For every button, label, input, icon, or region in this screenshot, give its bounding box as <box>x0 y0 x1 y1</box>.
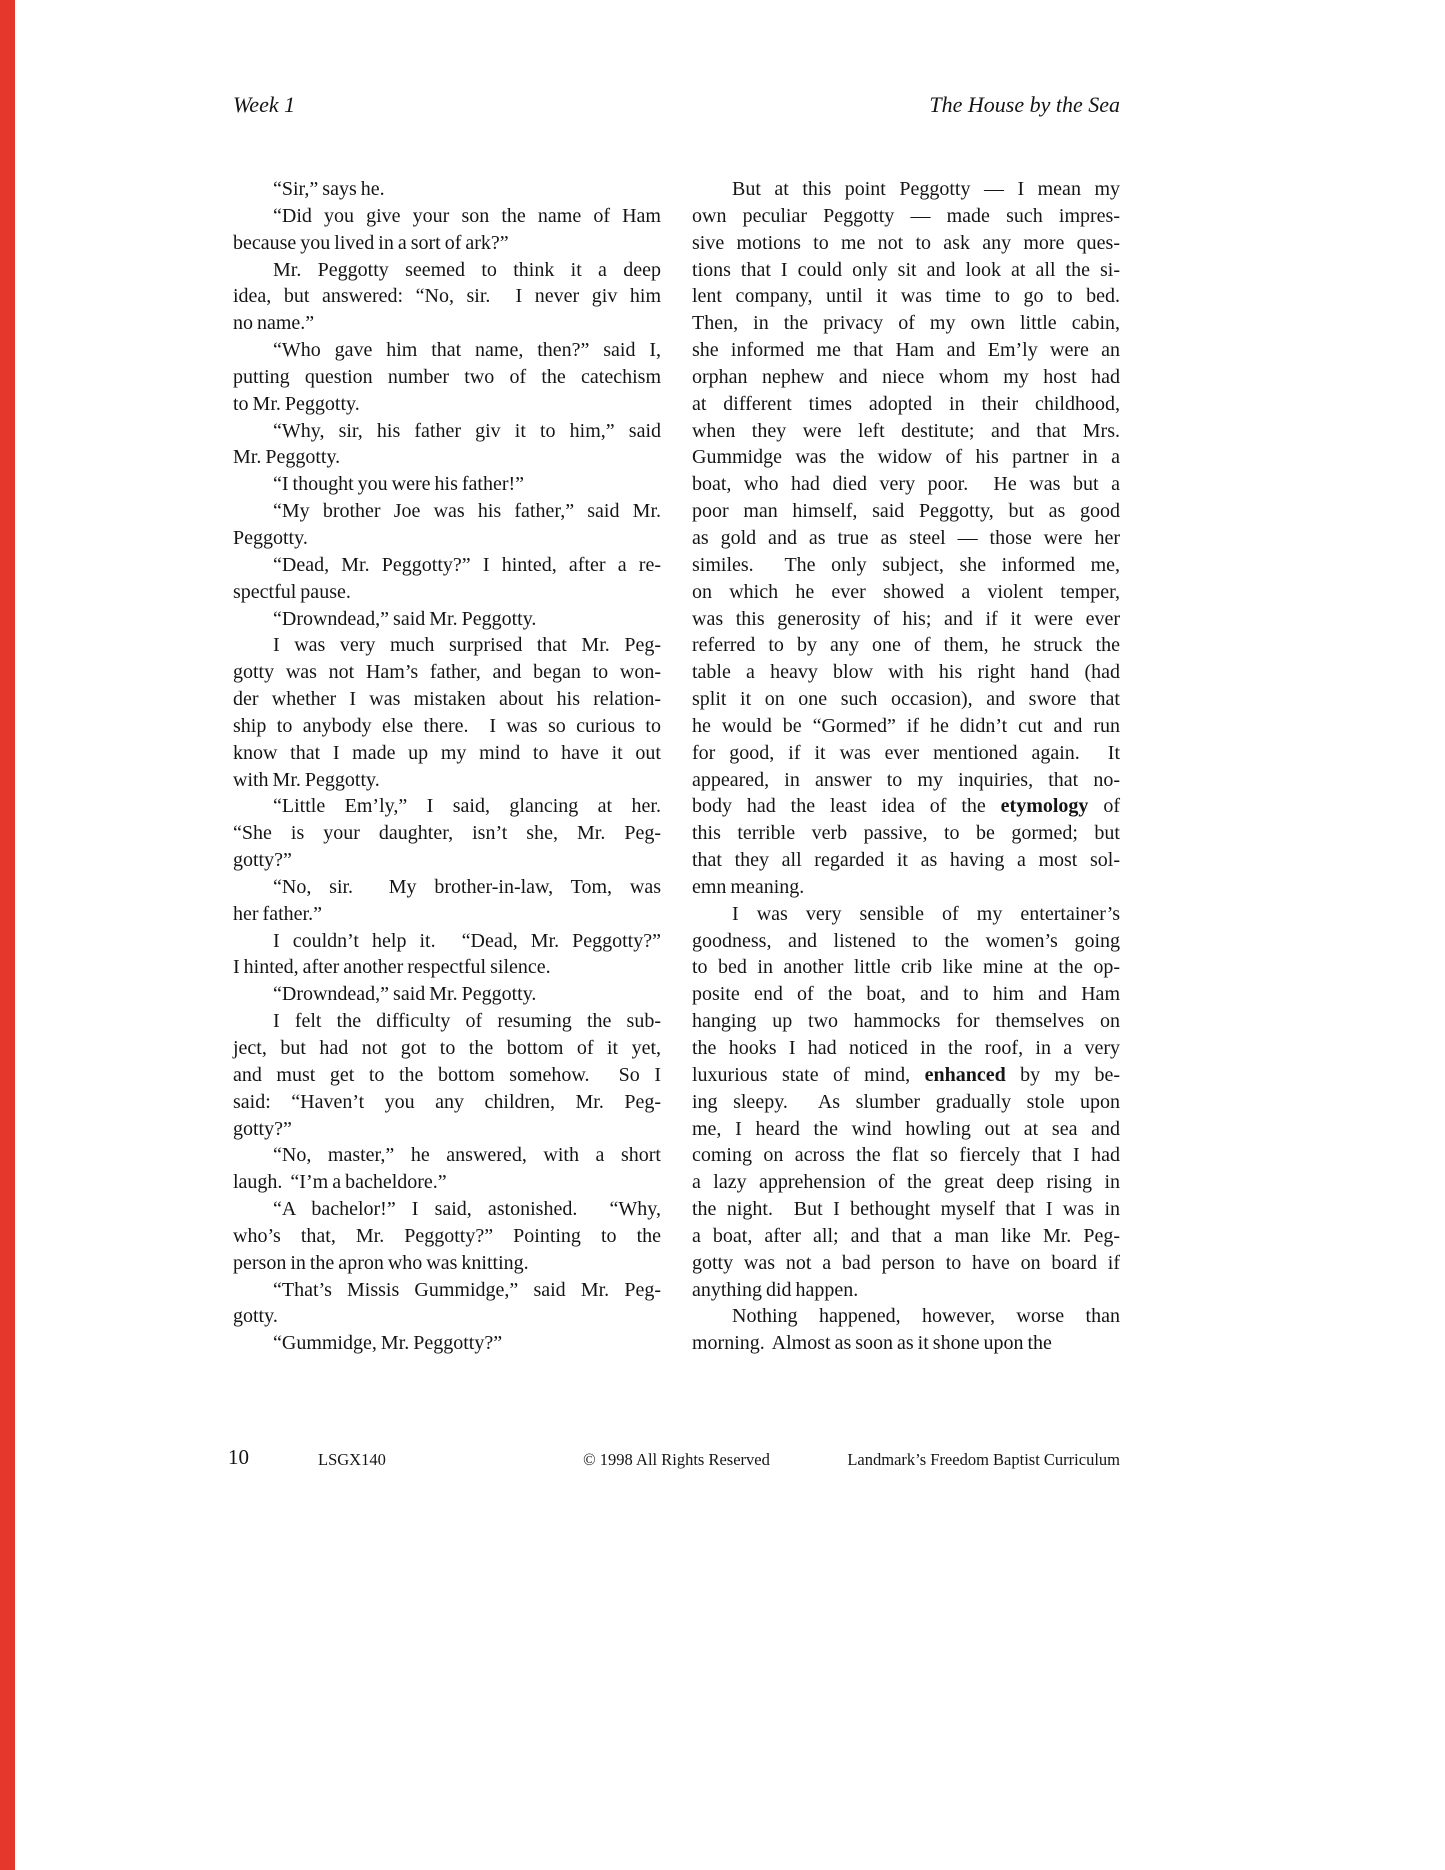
text-line: I couldn’t help it. “Dead, Mr. Peggotty?” <box>273 929 661 952</box>
curriculum-code: LSGX140 <box>318 1450 386 1469</box>
text-line: “A bachelor!” I said, astonished. “Why, <box>273 1198 661 1221</box>
text-line: posite end of the boat, and to him and Ham <box>692 983 1120 1006</box>
text-line: me, I heard the wind howling out at sea and <box>692 1117 1120 1140</box>
paragraph <box>692 901 1120 1304</box>
paragraph <box>233 337 661 418</box>
text-line: morning. Almost as soon as it shone upon the <box>692 1332 1052 1355</box>
text-line: a boat, after all; and that a man like Mr. Peg- <box>692 1224 1120 1247</box>
text-line: hanging up two hammocks for themselves on <box>692 1010 1120 1033</box>
text-line: laugh. “I’m a bacheldore.” <box>233 1171 447 1194</box>
text-line: appeared, in answer to my inquiries, that no- <box>692 768 1120 791</box>
text-line: when they were left destitute; and that Mrs. <box>692 419 1120 442</box>
text-line: because you lived in a sort of ark?” <box>233 231 509 254</box>
paragraph <box>233 552 661 606</box>
text-line: “I thought you were his father!” <box>273 473 525 496</box>
header-week-label: Week 1 <box>233 92 296 117</box>
text-line: “Sir,” says he. <box>273 178 385 200</box>
text-line: know that I made up my mind to have it out <box>233 741 661 764</box>
text-line: Mr. Peggotty seemed to think it a deep <box>273 258 661 281</box>
text-line: “Drowndead,” said Mr. Peggotty. <box>273 607 537 630</box>
text-line: the hooks I had noticed in the roof, in a very <box>692 1037 1120 1059</box>
text-line: and must get to the bottom somehow. So I <box>233 1063 661 1086</box>
text-line: Then, in the privacy of my own little cabin, <box>692 312 1120 335</box>
text-line: table a heavy blow with his right hand (had <box>692 661 1120 684</box>
text-line: Peggotty. <box>233 526 308 549</box>
text-line: gotty was not Ham’s father, and began to won- <box>233 661 661 684</box>
paragraph <box>233 1142 661 1196</box>
text-line: split it on one such occasion), and swore that <box>692 688 1120 711</box>
text-line: the night. But I bethought myself that I was in <box>692 1198 1120 1221</box>
text-line: coming on across the flat so fiercely that I had <box>692 1144 1120 1167</box>
text-line: “Who gave him that name, then?” said I, <box>273 339 661 362</box>
text-line: I was very much surprised that Mr. Peg- <box>273 634 661 657</box>
text-line: poor man himself, said Peggotty, but as good <box>692 500 1120 523</box>
text-line: “Little Em’ly,” I said, glancing at her. <box>273 795 661 818</box>
text-column-left <box>233 176 661 1357</box>
text-line: a lazy apprehension of the great deep rising in <box>692 1171 1120 1194</box>
text-line: on which he ever showed a violent temper, <box>692 580 1120 603</box>
paragraph <box>233 498 661 552</box>
text-line: But at this point Peggotty — I mean my <box>732 178 1120 200</box>
paragraph <box>233 606 661 633</box>
text-line: gotty was not a bad person to have on board if <box>692 1251 1120 1274</box>
publisher-name: Landmark’s Freedom Baptist Curriculum <box>847 1450 1120 1469</box>
text-line: body had the least idea of the etymology of <box>692 795 1120 818</box>
text-line: sive motions to me not to ask any more ques- <box>692 231 1120 254</box>
text-line: Gummidge was the widow of his partner in a <box>692 446 1120 469</box>
text-line: for good, if it was ever mentioned again. It <box>692 741 1120 764</box>
text-line: with Mr. Peggotty. <box>233 768 380 791</box>
paragraph <box>233 1277 661 1331</box>
paragraph <box>233 1330 661 1357</box>
text-line: he would be “Gormed” if he didn’t cut and run <box>692 714 1120 737</box>
left-edge-stripe <box>0 0 15 1870</box>
text-line: Mr. Peggotty. <box>233 446 341 469</box>
text-line: who’s that, Mr. Peggotty?” Pointing to the <box>233 1224 661 1247</box>
header-title-label: The House by the Sea <box>929 92 1120 117</box>
page-header <box>233 92 1120 118</box>
paragraph <box>233 203 661 257</box>
paragraph <box>233 874 661 928</box>
text-line: ject, but had not got to the bottom of it yet, <box>233 1037 661 1059</box>
text-line: “Gummidge, Mr. Peggotty?” <box>273 1332 503 1355</box>
text-line: spectful pause. <box>233 580 351 603</box>
text-line: person in the apron who was knitting. <box>233 1251 529 1274</box>
text-line: ship to anybody else there. I was so curious to <box>233 714 661 737</box>
text-line: tions that I could only sit and look at all the si- <box>692 258 1120 281</box>
text-line: “Drowndead,” said Mr. Peggotty. <box>273 983 537 1006</box>
paragraph <box>233 981 661 1008</box>
text-line: that they all regarded it as having a most sol- <box>692 849 1120 872</box>
text-line: “Dead, Mr. Peggotty?” I hinted, after a re- <box>273 553 661 576</box>
text-line: orphan nephew and niece whom my host had <box>692 365 1120 388</box>
text-line: “Did you give your son the name of Ham <box>273 204 661 227</box>
text-line: anything did happen. <box>692 1278 859 1301</box>
text-line: she informed me that Ham and Em’ly were an <box>692 339 1120 362</box>
text-line: putting question number two of the catechism <box>233 365 661 388</box>
text-line: Nothing happened, however, worse than <box>732 1305 1120 1328</box>
text-line: similes. The only subject, she informed me, <box>692 553 1120 576</box>
paragraph <box>233 1008 661 1142</box>
text-line: gotty?” <box>233 849 292 872</box>
text-line: der whether I was mistaken about his relation- <box>233 688 661 711</box>
text-line: lent company, until it was time to go to bed. <box>692 285 1120 308</box>
paragraph <box>692 176 1120 901</box>
paragraph <box>233 928 661 982</box>
text-line: “That’s Missis Gummidge,” said Mr. Peg- <box>273 1278 661 1301</box>
text-line: this terrible verb passive, to be gormed; but <box>692 822 1120 845</box>
text-line: idea, but answered: “No, sir. I never giv him <box>233 285 661 308</box>
text-line: “She is your daughter, isn’t she, Mr. Peg- <box>233 822 661 845</box>
text-line: ing sleepy. As slumber gradually stole upon <box>692 1090 1120 1113</box>
text-line: said: “Haven’t you any children, Mr. Peg- <box>233 1090 661 1113</box>
paragraph <box>233 176 661 203</box>
text-line: no name.” <box>233 312 315 335</box>
text-line: “My brother Joe was his father,” said Mr. <box>273 500 661 523</box>
text-line: own peculiar Peggotty — made such impres- <box>692 204 1120 227</box>
text-line: I was very sensible of my entertainer’s <box>732 902 1120 925</box>
copyright-notice: © 1998 All Rights Reserved <box>583 1450 770 1469</box>
text-line: “No, sir. My brother-in-law, Tom, was <box>273 875 661 898</box>
text-line: was this generosity of his; and if it were ever <box>692 607 1120 630</box>
paragraph <box>233 418 661 472</box>
paragraph <box>233 793 661 874</box>
text-column-right <box>692 176 1120 1357</box>
paragraph <box>692 1303 1120 1357</box>
text-line: referred to by any one of them, he struck the <box>692 634 1120 657</box>
text-line: as gold and as true as steel — those were her <box>692 526 1120 549</box>
text-line: “Why, sir, his father giv it to him,” said <box>273 419 661 442</box>
text-line: her father.” <box>233 902 322 925</box>
text-body <box>233 176 1120 1357</box>
text-line: boat, who had died very poor. He was but a <box>692 473 1120 496</box>
paragraph <box>233 1196 661 1277</box>
paragraph <box>233 471 661 498</box>
text-line: emn meaning. <box>692 875 805 898</box>
text-line: at different times adopted in their childhood, <box>692 392 1120 415</box>
text-line: I hinted, after another respectful silence. <box>233 956 551 979</box>
text-line: “No, master,” he answered, with a short <box>273 1144 661 1167</box>
text-line: to Mr. Peggotty. <box>233 392 360 415</box>
page-number: 10 <box>228 1445 249 1469</box>
text-line: gotty. <box>233 1305 278 1328</box>
text-line: I felt the difficulty of resuming the sub- <box>273 1010 661 1033</box>
text-line: luxurious state of mind, enhanced by my be- <box>692 1063 1121 1086</box>
text-line: to bed in another little crib like mine at the op- <box>692 956 1120 979</box>
page-footer <box>228 1438 1120 1472</box>
text-line: gotty?” <box>233 1117 292 1140</box>
paragraph <box>233 632 661 793</box>
text-line: goodness, and listened to the women’s going <box>692 929 1120 952</box>
paragraph <box>233 257 661 338</box>
